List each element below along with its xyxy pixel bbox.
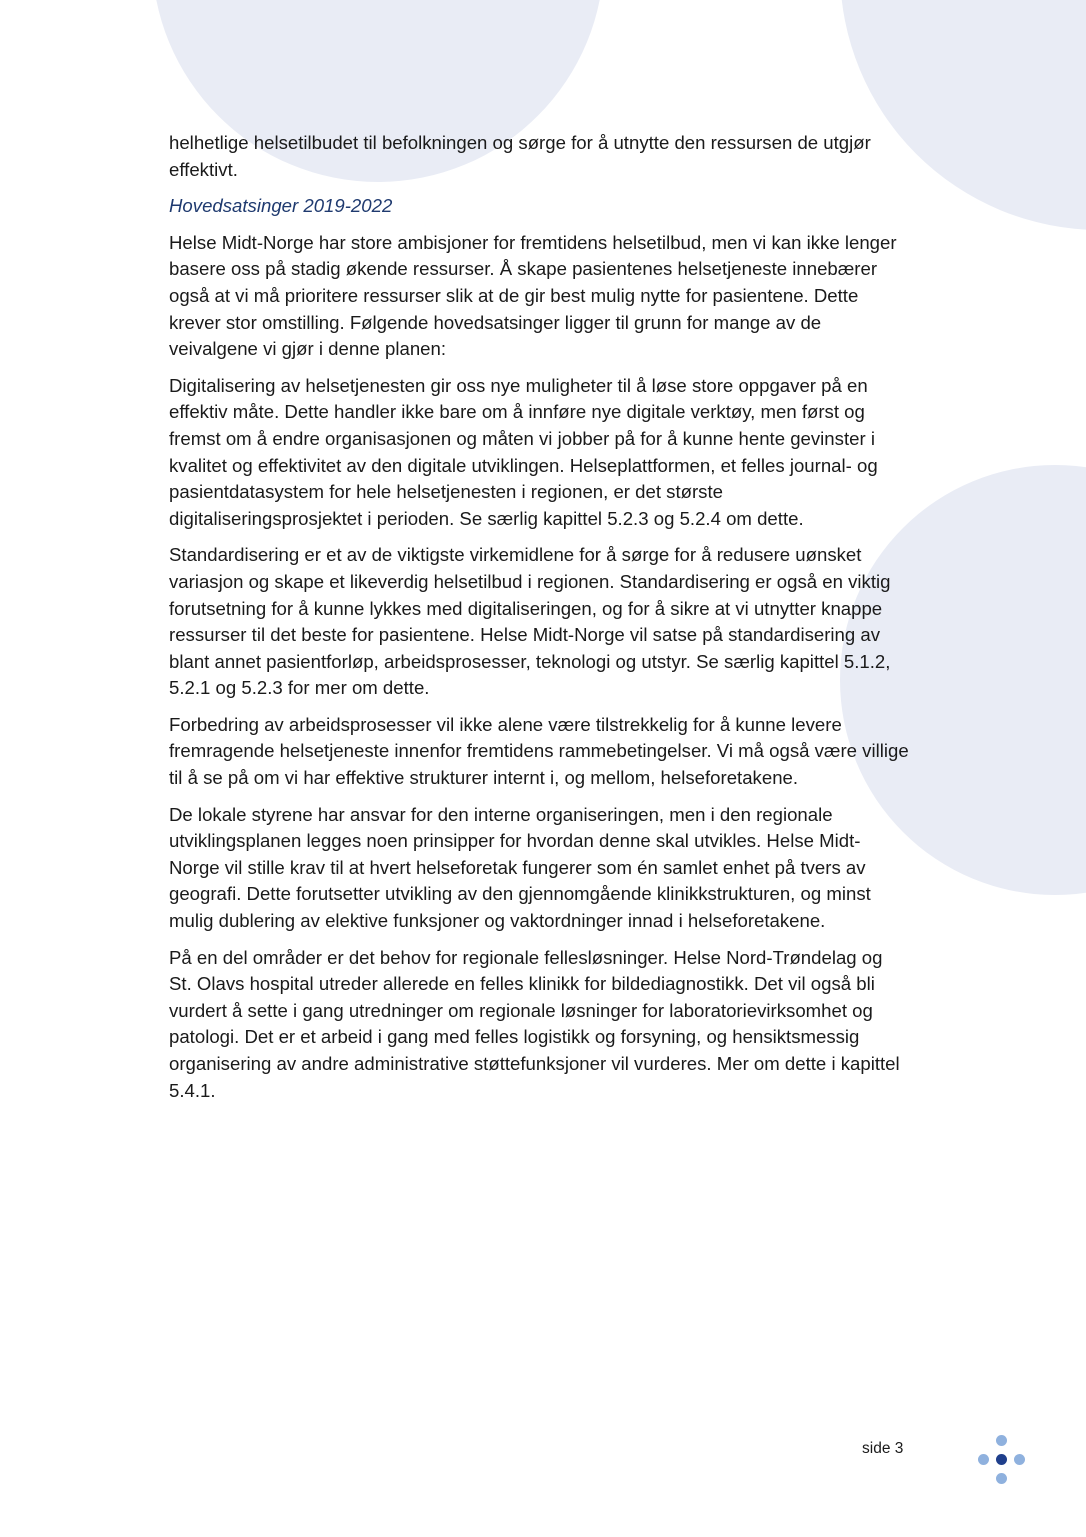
- paragraph: På en del områder er det behov for regionale fellesløsninger. Helse Nord-Trøndelag og St. Olavs hospital utreder allerede en felles klinikk for bildediagnostikk. Det vil også bli vurdert å sette i gang utredninger om regionale løsninger for laboratorievirksomhet og patologi. Det er et arbeid i gang med felles logistikk og forsyning, og hensiktsmessig organisering av andre administrative støttefunksjoner vil vurderes. Mer om dette i kapittel 5.4.1.: [169, 946, 900, 1101]
- paragraph: helhetlige helsetilbudet til befolkningen og sørge for å utnytte den ressursen de utgjør effektivt.: [169, 132, 871, 180]
- paragraph: Forbedring av arbeidsprosesser vil ikke alene være tilstrekkelig for å kunne levere fremragende helsetjeneste innenfor fremtidens rammebetingelser. Vi må også være villige til å se på om vi har effektive strukturer internt i, og mellom, helseforetakene.: [169, 713, 909, 789]
- logo-dot: [996, 1473, 1007, 1484]
- paragraph: De lokale styrene har ansvar for den interne organiseringen, men i den regionale utviklingsplanen legges noen prinsipper for hvordan denne skal utvikles. Helse Midt-Norge vil stille krav til at hvert helseforetak fungerer som én samlet enhet på tvers av geografi. Dette forutsetter utvikling av den gjennomgående klinikkstrukturen, og minst mulig dublering av elektive funksjoner og vaktordninger innad i helseforetakene.: [169, 803, 871, 932]
- logo-dot-center: [996, 1454, 1007, 1465]
- section-heading: Hovedsatsinger 2019-2022: [169, 195, 393, 217]
- logo-dot: [978, 1454, 989, 1465]
- logo-dot: [996, 1435, 1007, 1446]
- logo-dots-icon: [976, 1435, 1028, 1487]
- logo-dot: [1014, 1454, 1025, 1465]
- paragraph: Helse Midt-Norge har store ambisjoner for fremtidens helsetilbud, men vi kan ikke lenger basere oss på stadig økende ressurser. Å skape pasientenes helsetjeneste innebærer også at vi må prioritere ressurser slik at de gir best mulig nytte for pasientene. Dette krever stor omstilling. Følgende hovedsatsinger ligger til grunn for mange av de veivalgene vi gjør i denne planen:: [169, 231, 897, 360]
- page-number: side 3: [862, 1440, 904, 1457]
- page-body: [169, 130, 909, 1114]
- paragraph: Standardisering er et av de viktigste virkemidlene for å sørge for å redusere uønsket variasjon og skape et likeverdig helsetilbud i regionen. Standardisering er også en viktig forutsetning for å kunne lykkes med digitaliseringen, og for å sikre at vi utnytter knappe ressurser til det beste for pasientene. Helse Midt-Norge vil satse på standardisering av blant annet pasientforløp, arbeidsprosesser, teknologi og utstyr. Se særlig kapittel 5.1.2, 5.2.1 og 5.2.3 for mer om dette.: [169, 544, 891, 699]
- paragraph: Digitalisering av helsetjenesten gir oss nye muligheter til å løse store oppgaver på en effektiv måte. Dette handler ikke bare om å innføre nye digitale verktøy, men først og fremst om å endre organisasjonen og måten vi jobber på for å kunne hente gevinster i kvalitet og effektivitet av den digitale utviklingen. Helseplattformen, et felles journal- og pasientdatasystem for hele helsetjenesten i regionen, er det største digitaliseringsprosjektet i perioden. Se særlig kapittel 5.2.3 og 5.2.4 om dette.: [169, 374, 878, 529]
